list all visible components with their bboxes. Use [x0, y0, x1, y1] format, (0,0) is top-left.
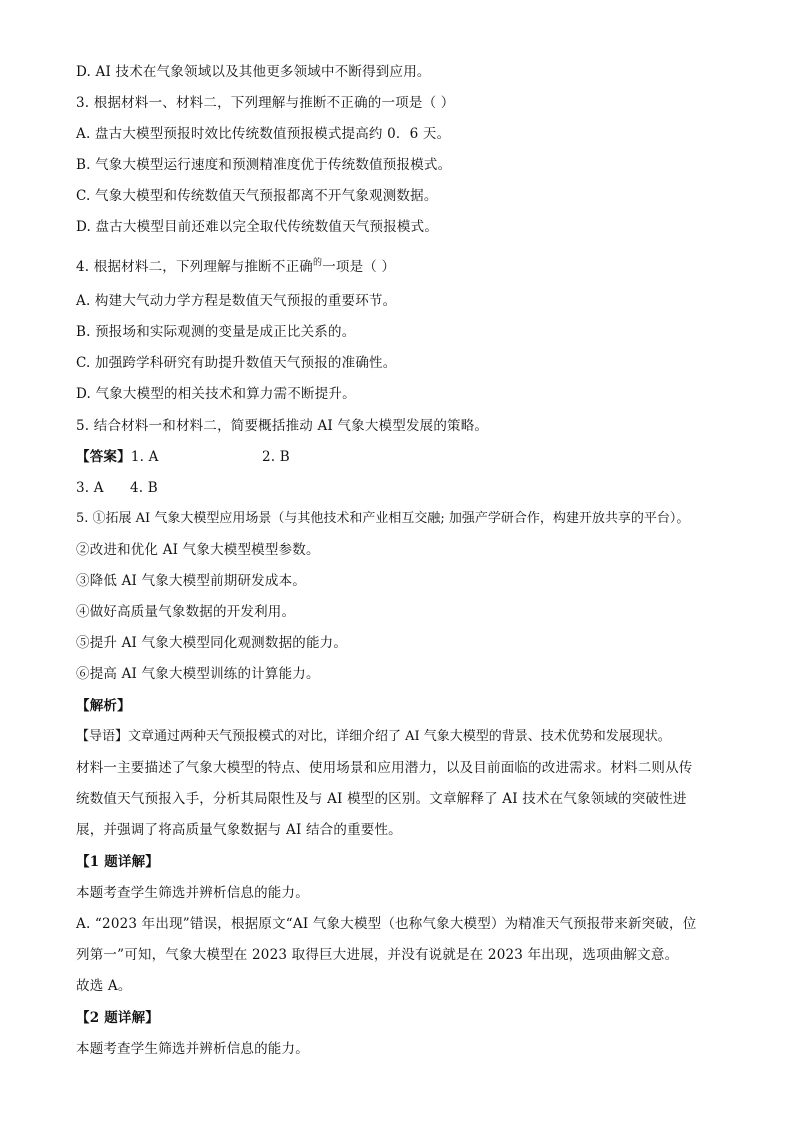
answer-4: 4. B: [130, 480, 158, 496]
answer-3: 3. A: [76, 480, 104, 496]
q4-option-c: C. 加强跨学科研究有助提升数值天气预报的准确性。: [76, 355, 397, 371]
answer-5-point-1: 5. ①拓展 AI 气象大模型应用场景（与其他技术和产业相互交融; 加强产学研合作，构建开放共享的平台）。: [76, 511, 690, 526]
intro-line-3: 统数值天气预报入手，分析其局限性及与 AI 模型的区别。文章解释了 AI 技术在气象领域的突破性进: [76, 791, 687, 807]
intro-line-4: 展，并强调了将高质量气象数据与 AI 结合的重要性。: [76, 822, 402, 838]
detail-1-intro: 本题考查学生筛选并辨析信息的能力。: [76, 885, 309, 901]
detail-1-conclusion: 故选 A。: [76, 978, 132, 994]
question-3: 3. 根据材料一、材料二，下列理解与推断不正确的一项是（ ）: [76, 95, 455, 111]
answer-label: 【答案】: [76, 449, 131, 465]
answer-1: 1. A: [130, 449, 159, 465]
option-d-q2: D. AI 技术在气象领域以及其他更多领域中不断得到应用。: [76, 64, 431, 80]
q3-option-a: A. 盘古大模型预报时效比传统数值预报模式提高约 0．6 天。: [76, 126, 451, 142]
answer-5-point-3: ③降低 AI 气象大模型前期研发成本。: [76, 573, 306, 589]
q3-option-c: C. 气象大模型和传统数值天气预报都离不开气象观测数据。: [76, 188, 438, 204]
q4-text-after: 一项是（ ）: [322, 259, 396, 275]
answer-2: 2. B: [262, 449, 290, 465]
q3-option-b: B. 气象大模型运行速度和预测精准度优于传统数值预报模式。: [76, 157, 452, 173]
q4-superscript: 的: [312, 258, 323, 268]
answer-5-point-6: ⑥提高 AI 气象大模型训练的计算能力。: [76, 666, 320, 682]
answer-row-2: [76, 479, 376, 497]
answer-5-point-4: ④做好高质量气象数据的开发利用。: [76, 604, 296, 620]
q4-text-before: 4. 根据材料二，下列理解与推断不正确: [76, 259, 313, 275]
detail-2-heading: 【2 题详解】: [76, 1010, 159, 1026]
intro-line-2: 材料一主要描述了气象大模型的特点、使用场景和应用潜力，以及目前面临的改进需求。材料二则从传: [76, 760, 693, 776]
detail-2-intro: 本题考查学生筛选并辨析信息的能力。: [76, 1041, 309, 1057]
q4-option-a: A. 构建大气动力学方程是数值天气预报的重要环节。: [76, 293, 397, 309]
answer-5-point-2: ②改进和优化 AI 气象大模型模型参数。: [76, 542, 320, 558]
detail-1-line-a: A. “2023 年出现”错误，根据原文“AI 气象大模型（也称气象大模型）为精准天气预报带来新突破，位: [76, 916, 697, 932]
question-5: 5. 结合材料一和材料二，简要概括推动 AI 气象大模型发展的策略。: [76, 418, 489, 434]
answer-row-1: [76, 448, 376, 466]
q3-option-d: D. 盘古大模型目前还难以完全取代传统数值天气预报模式。: [76, 219, 439, 235]
question-4: [76, 258, 395, 278]
detail-1-heading: 【1 题详解】: [76, 854, 159, 870]
detail-1-line-b: 列第一”可知，气象大模型在 2023 取得巨大进展，并没有说就是在 2023 年出现，选项曲解文意。: [76, 947, 679, 963]
q4-option-d: D. 气象大模型的相关技术和算力需不断提升。: [76, 386, 356, 402]
analysis-label: 【解析】: [76, 698, 131, 714]
answer-5-point-5: ⑤提升 AI 气象大模型同化观测数据的能力。: [76, 635, 348, 651]
intro-line-1: 【导语】文章通过两种天气预报模式的对比，详细介绍了 AI 气象大模型的背景、技术优势和发展现状。: [76, 729, 671, 744]
q4-option-b: B. 预报场和实际观测的变量是成正比关系的。: [76, 324, 356, 340]
